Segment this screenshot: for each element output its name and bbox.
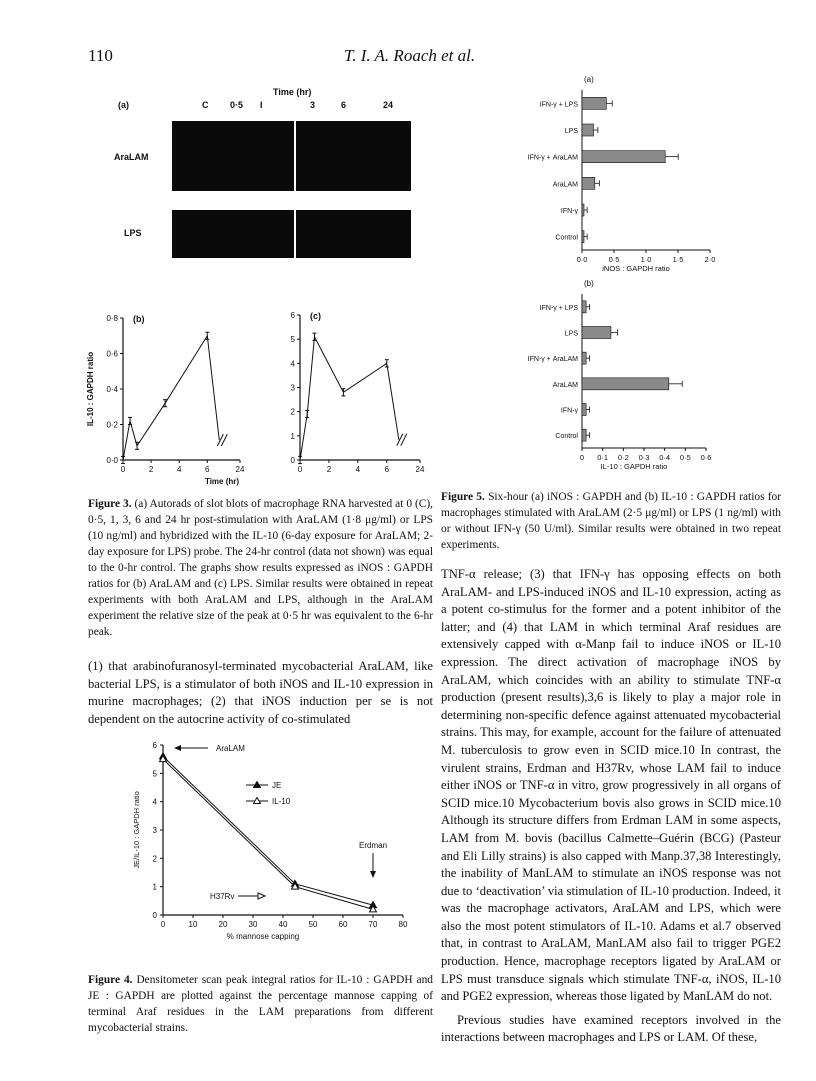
x-tick-label: 6 [384, 465, 390, 474]
bar [582, 327, 611, 339]
x-tick-label: 40 [278, 920, 288, 929]
y-tick-label: 1 [290, 431, 295, 441]
x-tick-label: 4 [176, 465, 182, 474]
figure-3-caption-text: (a) Autorads of slot blots of macrophage RNA harvested at 0 (C), 0·5, 1, 3, 6 and 24 hr post-stimulation with AraLAM (1·8 μg/ml) or LPS (10 ng/ml) and hybridized with the IL-10 (6-day exposure for AraLAM; 2-day exposure for LPS) probe. The 24-hr control (data not shown) was equal to the 0-hr control. The graphs show results expressed as iNOS : GAPDH ratios for (b) AraLAM and (c) LPS. Similar results were obtained in repeat experiments with both AraLAM and LPS, although in the AraLAM experiment the relative size of the peak at 0·5 hr was equivalent to the 6-hr peak. [88, 498, 433, 638]
bar [582, 404, 586, 416]
x-tick-label: 30 [248, 920, 258, 929]
x-tick-label: 0·1 [597, 453, 609, 462]
x-tick-label: 0 [160, 920, 166, 929]
panel-label: (b) [133, 314, 145, 324]
bar [582, 204, 584, 216]
running-head-authors: T. I. A. Roach et al. [344, 46, 476, 65]
x-axis-label: IL-10 : GAPDH ratio [600, 462, 668, 471]
blot-row-label-aralam: AraLAM [114, 152, 149, 162]
figure-5 [510, 75, 740, 478]
y-axis-label: JE/IL-10 : GAPDH ratio [132, 791, 141, 869]
x-axis-label: iNOS : GAPDH ratio [602, 264, 670, 273]
y-tick-label: 0 [290, 456, 295, 465]
series-line-to-break [207, 336, 219, 440]
annotation-label: H37Rv [210, 892, 235, 901]
x-tick-label: 0·3 [638, 453, 650, 462]
figure-3 [86, 78, 430, 488]
panel-label: (b) [584, 279, 594, 288]
left-column-text [88, 658, 433, 728]
bar [582, 231, 584, 243]
x-tick-label: 2·0 [704, 255, 716, 264]
figure-5-caption [441, 489, 781, 553]
annotation-arrowhead [370, 871, 376, 878]
bar [582, 352, 586, 364]
blot-aralam-right [296, 121, 411, 191]
figure-4-caption-head: Figure 4. [88, 974, 133, 986]
x-tick-label: 24 [415, 465, 425, 474]
figure-3-caption [88, 496, 433, 640]
series-line [123, 336, 207, 460]
x-tick-label: 50 [308, 920, 318, 929]
figure-3-caption-head: Figure 3. [88, 498, 132, 510]
blot-lps-left [172, 210, 294, 258]
x-tick-label: 60 [338, 920, 348, 929]
fig3-panel-b [86, 314, 245, 486]
series-line [163, 759, 373, 909]
x-tick-label: 0·5 [679, 453, 691, 462]
figure-3-graphic [86, 78, 430, 488]
series-line [300, 337, 387, 460]
x-tick-label: 24 [235, 465, 245, 474]
y-tick-label: 2 [152, 854, 157, 864]
y-tick-label: 6 [290, 311, 295, 320]
category-label: IFN-γ + LPS [539, 101, 578, 109]
category-label: LPS [564, 128, 578, 135]
y-tick-label: 0·2 [106, 420, 118, 430]
bar [582, 301, 586, 313]
series-line-to-break [387, 363, 399, 439]
figure-5-caption-text: Six-hour (a) iNOS : GAPDH and (b) IL-10 : GAPDH ratios for macrophages stimulated with AraLAM (2·5 μg/ml) or LPS (1 ng/ml) with or without IFN-γ (50 U/ml). Similar results were obtained in two repeat experiments. [441, 491, 782, 551]
right-column-text [441, 566, 781, 1047]
category-label: AraLAM [552, 181, 578, 189]
lane-label: C [202, 100, 209, 110]
y-tick-label: 0 [152, 911, 157, 920]
y-tick-label: 6 [152, 741, 157, 750]
fig5-panel-a [528, 75, 716, 273]
category-label: IFN-γ + AraLAM [527, 154, 578, 162]
figure-4-caption-text: Densitometer scan peak integral ratios for IL-10 : GAPDH and JE : GAPDH are plotted against the percentage mannose capping of terminal Araf residues in the LAM preparations from different mycobacterial strains. [88, 974, 433, 1034]
fig4-chart [132, 741, 408, 941]
x-tick-label: 70 [368, 920, 378, 929]
y-tick-label: 2 [290, 407, 295, 417]
page-number: 110 [88, 46, 113, 65]
right-paragraph-2: Previous studies have examined receptors involved in the interactions between macrophages and LPS or LAM. Of these, [441, 1012, 781, 1045]
category-label: AraLAM [552, 381, 578, 389]
panel-label: (c) [310, 311, 321, 321]
category-label: Control [555, 433, 578, 441]
y-tick-label: 0·4 [106, 385, 118, 394]
fig3-panel-a-label: (a) [118, 100, 129, 110]
blot-aralam-left [172, 121, 294, 191]
x-tick-label: 6 [205, 465, 210, 474]
x-tick-label: 0·0 [576, 255, 588, 264]
x-axis-label: Time (hr) [204, 477, 240, 486]
lane-label: I [260, 100, 263, 110]
blot-lps-right [296, 210, 411, 258]
category-label: LPS [564, 330, 578, 338]
lane-label: 3 [310, 100, 316, 110]
y-tick-label: 0·8 [106, 314, 118, 323]
y-tick-label: 4 [290, 359, 295, 369]
x-axis-label: % mannose capping [226, 932, 300, 941]
x-tick-label: 0·2 [617, 453, 629, 462]
fig5-panel-b [528, 279, 712, 471]
figure-4 [118, 735, 428, 965]
category-label: Control [555, 234, 578, 242]
x-tick-label: 0·4 [659, 453, 671, 462]
right-paragraph-1: TNF-α release; (3) that IFN-γ has opposing effects on both AraLAM- and LPS-induced iNOS and IL-10 expression, acting as a potent co-stimulus for the former and a potent inhibitor of the latter; and (4) that LAM in which terminal Araf residues are extensively capped with α-Manp fail to induce iNOS or IL-10 expression. The direct activation of macrophage iNOS by AraLAM, which coincides with an ability to stimulate TNF-α production (present results),3,6 is likely to play a major role in determining non-specific defence against attenuated mycobacterial strains. This may, for example, account for the failure of attenuated M. tuberculosis to grow even in SCID mice.10 In contrast, the virulent strains, Erdman and H37Rv, whose LAM fail to induce either iNOS or TNF-α in vitro, grow progressively in all organs of SCID mice.10 Mycobacterium bovis also grows in SCID mice.10 Although its structure differs from Erdman LAM in some aspects, LAM from M. bovis (bacillus Calmette–Guérin (BCG) (Pasteur and Eli Lilly strains) is also capped with Manp.37,38 Interestingly, the inability of ManLAM to stimulate an iNOS response was not due to ‘deactivation’ via stimulation of IL-10 production. Indeed, it was the macrophage activators, AraLAM and LPS, which were also the most potent stimulators of IL-10. Adams et al.7 observed that, in contrast to AraLAM, ManLAM also fail to trigger PGE2 production. Hence, macrophage receptors ligated by AraLAM or LPS must transduce signals which stimulate TNF-α, iNOS, IL-10 and PGE2 expression, whereas those ligated by ManLAM do not. [441, 567, 781, 1004]
x-tick-label: 80 [398, 920, 408, 929]
x-tick-label: 2 [148, 465, 154, 474]
fig3-time-label: Time (hr) [273, 87, 312, 97]
bar [582, 378, 669, 390]
y-tick-label: 5 [290, 335, 295, 345]
y-tick-label: 5 [152, 769, 157, 779]
bar [582, 97, 606, 109]
fig3-panel-c [291, 311, 425, 474]
annotation-label: AraLAM [216, 744, 245, 753]
x-tick-label: 10 [188, 920, 198, 929]
y-tick-label: 3 [152, 826, 157, 835]
x-tick-label: 0 [297, 465, 303, 474]
x-tick-label: 0 [120, 465, 126, 474]
bar [582, 177, 595, 189]
category-label: IFN-γ [560, 407, 578, 415]
annotation-label: Erdman [359, 841, 388, 850]
legend-label: IL-10 [272, 797, 291, 806]
figure-4-caption [88, 972, 433, 1036]
x-tick-label: 0 [579, 453, 585, 462]
y-axis-label: IL-10 : GAPDH ratio [86, 351, 95, 427]
annotation-arrowhead [258, 893, 265, 899]
x-tick-label: 0·5 [608, 255, 620, 264]
legend-label: JE [272, 781, 282, 790]
panel-label: (a) [584, 75, 594, 84]
y-tick-label: 0·0 [106, 456, 118, 465]
blot-row-label-lps: LPS [124, 228, 142, 238]
annotation-arrowhead [174, 745, 181, 751]
bar [582, 151, 665, 163]
bar [582, 124, 594, 136]
lane-label: 0·5 [230, 100, 244, 110]
category-label: IFN-γ + LPS [539, 304, 578, 312]
x-tick-label: 4 [355, 465, 361, 474]
figure-5-caption-head: Figure 5. [441, 491, 485, 503]
x-tick-label: 20 [218, 920, 228, 929]
series-line [163, 756, 373, 905]
lane-label: 24 [383, 100, 394, 110]
x-tick-label: 2 [326, 465, 332, 474]
x-tick-label: 0·6 [700, 453, 712, 462]
y-tick-label: 1 [152, 882, 157, 892]
left-paragraph: (1) that arabinofuranosyl-terminated mycobacterial AraLAM, like bacterial LPS, is a stimulator of both iNOS and IL-10 expression in murine macrophages; (2) that iNOS induction per se is not dependent on the autocrine activity of co-stimulated [88, 659, 433, 726]
fig3-lane-labels [202, 100, 393, 110]
lane-label: 6 [341, 100, 347, 110]
x-tick-label: 1·5 [672, 255, 684, 264]
y-tick-label: 0·6 [106, 349, 118, 359]
category-label: IFN-γ + AraLAM [527, 356, 578, 364]
bar [582, 429, 586, 441]
category-label: IFN-γ [560, 208, 578, 215]
y-tick-label: 4 [152, 797, 157, 807]
x-tick-label: 1·0 [640, 255, 652, 264]
y-tick-label: 3 [290, 383, 295, 393]
